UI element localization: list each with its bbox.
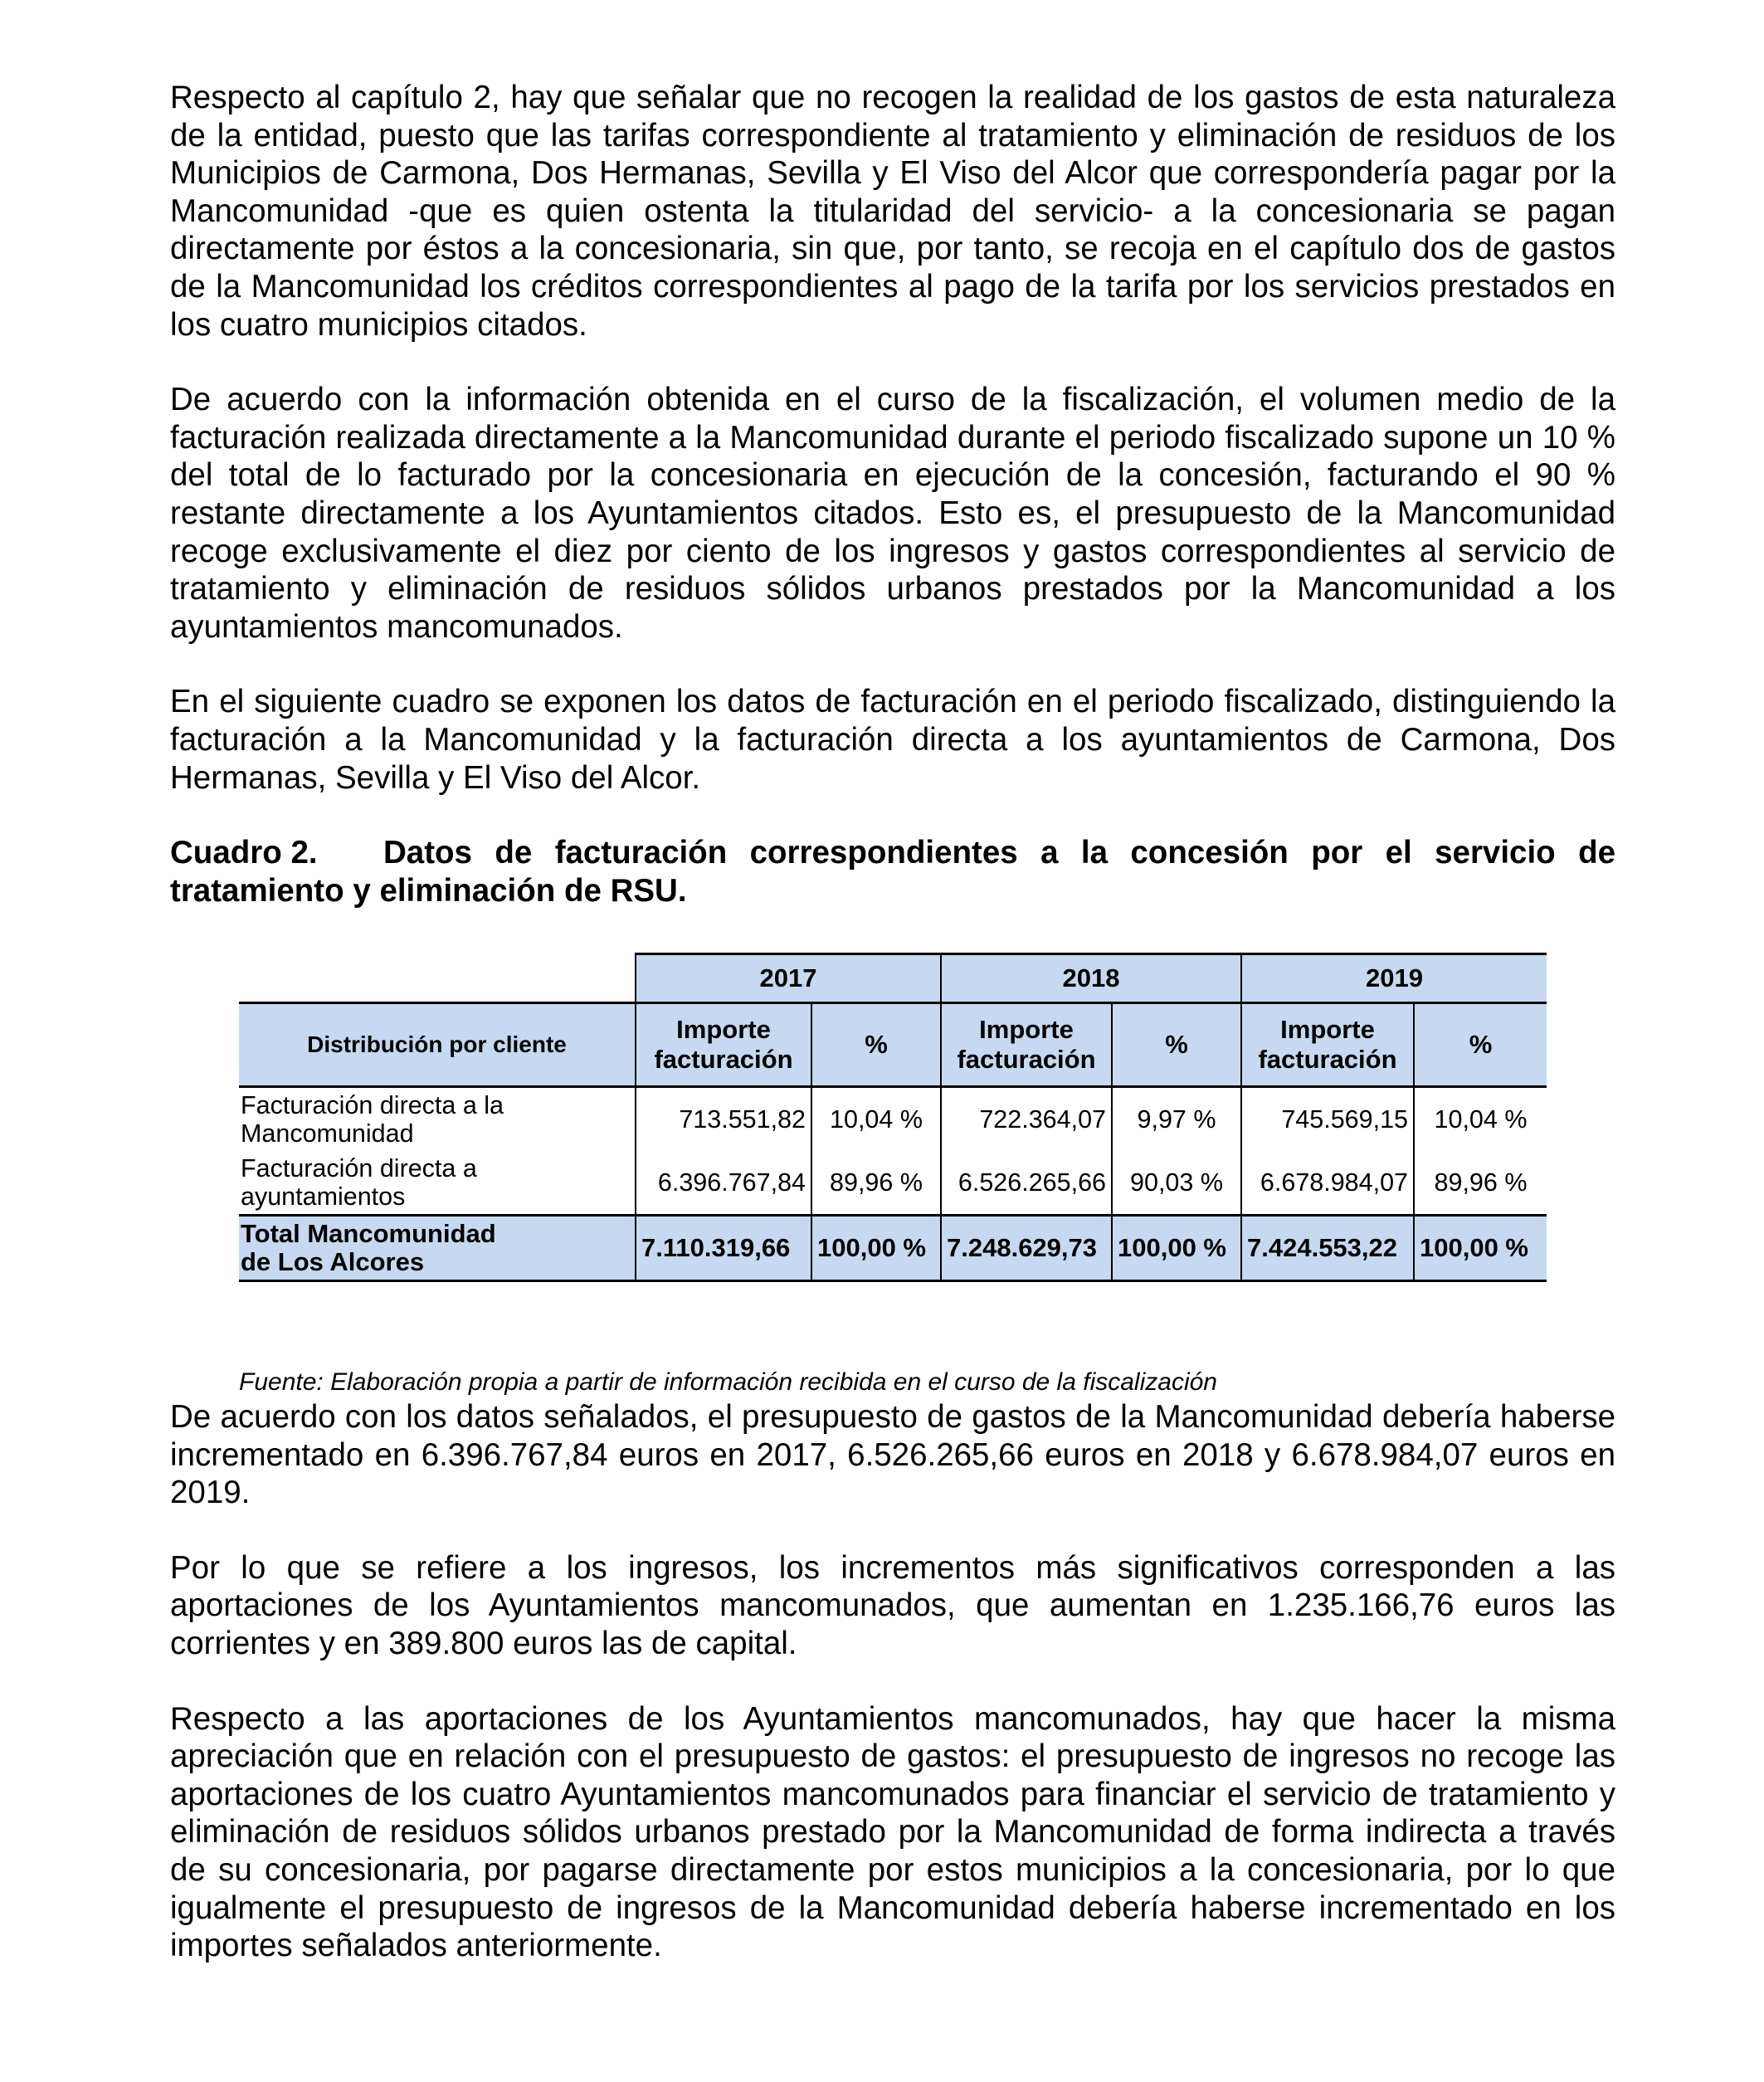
total-percent: 100,00 % xyxy=(811,1216,941,1281)
cell-percent: 90,03 % xyxy=(1112,1151,1241,1216)
paragraph-incremento-gastos: De acuerdo con los datos señalados, el presupuesto de gastos de la Mancomunidad debería haberse incrementado en 6.396.767,84 euros en 2017, 6.526.265,66 euros en 2018 y 6.678.984,07 euros en 2019. xyxy=(170,1399,1615,1511)
year-header: 2018 xyxy=(941,954,1241,1003)
cell-amount: 6.526.265,66 xyxy=(941,1151,1112,1216)
total-percent: 100,00 % xyxy=(1414,1216,1547,1281)
lower-text xyxy=(170,1398,1615,1965)
total-amount: 7.110.319,66 xyxy=(636,1216,811,1281)
percent-header: % xyxy=(811,1003,941,1087)
year-header: 2017 xyxy=(636,954,941,1003)
table-caption xyxy=(170,834,1615,909)
cell-percent: 89,96 % xyxy=(811,1151,941,1216)
table-source-note: Fuente: Elaboración propia a partir de información recibida en el curso de la fiscalización xyxy=(239,1368,1217,1396)
paragraph-volumen-facturacion: De acuerdo con la información obtenida en el curso de la fiscalización, el volumen medio de la facturación realizada directamente a la Mancomunidad durante el periodo fiscalizado supone un 10 % del total de lo facturado por la concesionaria en ejecución de la concesión, facturando el 90 % restante directamente a los Ayuntamientos citados. Esto es, el presupuesto de la Mancomunidad recoge exclusivamente el diez por ciento de los ingresos y gastos correspondientes al servicio de tratamiento y eliminación de residuos sólidos urbanos prestados por la Mancomunidad a los ayuntamientos mancomunados. xyxy=(170,382,1615,645)
paragraph-aportaciones: Respecto a las aportaciones de los Ayuntamientos mancomunados, hay que hacer la misma apreciación que en relación con el presupuesto de gastos: el presupuesto de ingresos no recoge las aportaciones de los cuatro Ayuntamientos mancomunados para financiar el servicio de tratamiento y eliminación de residuos sólidos urbanos prestado por la Mancomunidad de forma indirecta a través de su concesionaria, por pagarse directamente por estos municipios a la concesionaria, por lo que igualmente el presupuesto de ingresos de la Mancomunidad debería haberse incrementado en los importes señalados anteriormente. xyxy=(170,1700,1615,1964)
cell-percent: 10,04 % xyxy=(1414,1087,1547,1152)
caption-title: Datos de facturación correspondientes a la concesión por el servicio de tratamiento y eliminación de RSU. xyxy=(170,835,1615,909)
caption-number: Cuadro 2. xyxy=(170,835,318,871)
total-amount: 7.248.629,73 xyxy=(941,1216,1112,1281)
total-percent: 100,00 % xyxy=(1112,1216,1241,1281)
cell-amount: 745.569,15 xyxy=(1241,1087,1414,1152)
percent-header: % xyxy=(1414,1003,1547,1087)
table-row xyxy=(239,1151,1547,1216)
total-label: Total Mancomunidad de Los Alcores xyxy=(239,1216,636,1281)
percent-header: % xyxy=(1112,1003,1241,1087)
cell-percent: 89,96 % xyxy=(1414,1151,1547,1216)
cell-amount: 713.551,82 xyxy=(636,1087,811,1152)
cell-amount: 6.678.984,07 xyxy=(1241,1151,1414,1216)
total-amount: 7.424.553,22 xyxy=(1241,1216,1414,1281)
table-row xyxy=(239,1087,1547,1152)
importe-header: Importe facturación xyxy=(941,1003,1112,1087)
paragraph-cuadro-intro: En el siguiente cuadro se exponen los datos de facturación en el periodo fiscalizado, distinguiendo la facturación a la Mancomunidad y la facturación directa a los ayuntamientos de Carmona, Dos Hermanas, Sevilla y El Viso del Alcor. xyxy=(170,684,1615,796)
importe-header: Importe facturación xyxy=(636,1003,811,1087)
billing-table xyxy=(239,953,1547,1282)
year-header: 2019 xyxy=(1241,954,1547,1003)
cell-percent: 9,97 % xyxy=(1112,1087,1241,1152)
paragraph-ingresos: Por lo que se refiere a los ingresos, los incrementos más significativos corresponden a las aportaciones de los Ayuntamientos mancomunados, que aumentan en 1.235.166,76 euros las corrientes y en 389.800 euros las de capital. xyxy=(170,1549,1615,1661)
paragraph-capitulo-2: Respecto al capítulo 2, hay que señalar que no recogen la realidad de los gastos de esta naturaleza de la entidad, puesto que las tarifas correspondiente al tratamiento y eliminación de residuos de los Municipios de Carmona, Dos Hermanas, Sevilla y El Viso del Alcor que correspondería pagar por la Mancomunidad -que es quien ostenta la titularidad del servicio- a la concesionaria se pagan directamente por éstos a la concesionaria, sin que, por tanto, se recoja en el capítulo dos de gastos de la Mancomunidad los créditos correspondientes al pago de la tarifa por los servicios prestados en los cuatro municipios citados. xyxy=(170,80,1615,343)
document-page xyxy=(170,79,1615,1964)
cell-amount: 722.364,07 xyxy=(941,1087,1112,1152)
total-row xyxy=(239,1216,1547,1281)
distribution-header: Distribución por cliente xyxy=(239,1003,636,1087)
cell-amount: 6.396.767,84 xyxy=(636,1151,811,1216)
cell-percent: 10,04 % xyxy=(811,1087,941,1152)
row-label: Facturación directa a ayuntamientos xyxy=(241,1154,477,1211)
row-label: Facturación directa a la Mancomunidad xyxy=(241,1091,504,1148)
importe-header: Importe facturación xyxy=(1241,1003,1414,1087)
